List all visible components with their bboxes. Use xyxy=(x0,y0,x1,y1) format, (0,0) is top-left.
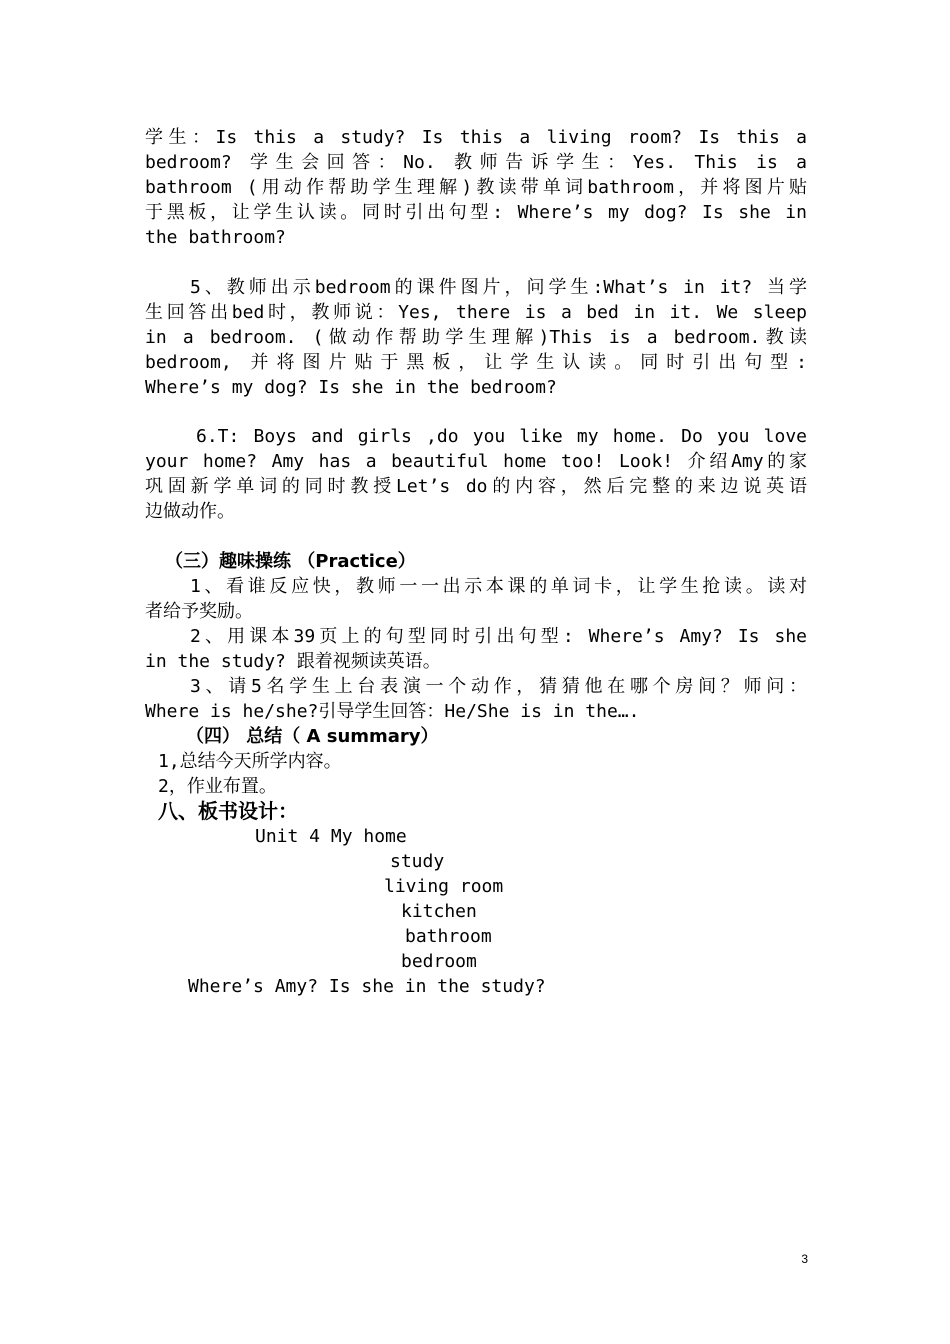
board-word: bedroom xyxy=(401,951,477,972)
paragraph-line: 6.T: Boys and girls ,do you like my home. Do you love xyxy=(196,426,807,447)
board-word: kitchen xyxy=(401,901,477,922)
paragraph-line: 于黑板，让学生认读。同时引出句型: Where’s my dog? Is she in xyxy=(145,202,807,223)
list-item: 者给予奖励。 xyxy=(145,601,253,622)
paragraph-line: bathroom (用动作帮助学生理解)教读带单词bathroom，并将图片贴 xyxy=(145,177,807,198)
board-title: Unit 4 My home xyxy=(255,826,407,847)
list-item: in the study? 跟着视频读英语。 xyxy=(145,651,441,672)
section-heading-practice: （三）趣味操练 （Practice） xyxy=(165,551,416,572)
paragraph-line: 边做动作。 xyxy=(145,501,235,522)
section-heading-board: 八、板书设计： xyxy=(158,799,298,823)
paragraph-line: 5、教师出示bedroom的课件图片，问学生:What’s in it? 当学 xyxy=(190,277,807,298)
paragraph-line: Where’s my dog? Is she in the bedroom? xyxy=(145,377,557,398)
paragraph-line: in a bedroom. (做动作帮助学生理解)This is a bedroom.教读 xyxy=(145,327,807,348)
list-item: 2，作业布置。 xyxy=(158,776,277,797)
list-item: 1、看谁反应快，教师一一出示本课的单词卡，让学生抢读。读对 xyxy=(190,576,807,597)
list-item: 3、请5名学生上台表演一个动作，猜猜他在哪个房间？师问： xyxy=(190,676,807,697)
board-sentence: Where’s Amy? Is she in the study? xyxy=(188,976,546,997)
board-word: study xyxy=(390,851,445,872)
paragraph-line: 学生：Is this a study? Is this a living room? Is this a xyxy=(145,127,807,148)
paragraph-line: your home? Amy has a beautiful home too! Look! 介绍Amy的家 xyxy=(145,451,807,472)
paragraph-line: 巩固新学单词的同时教授Let’s do的内容，然后完整的来边说英语 xyxy=(145,476,807,497)
list-item: Where is he/she?引导学生回答：He/She is in the…. xyxy=(145,701,640,722)
section-heading-summary: （四） 总结（ A summary） xyxy=(186,726,439,747)
page-number: 3 xyxy=(801,1252,808,1266)
paragraph-line: bedroom? 学生会回答：No. 教师告诉学生：Yes. This is a xyxy=(145,152,807,173)
paragraph-line: 生回答出bed时，教师说：Yes, there is a bed in it. We sleep xyxy=(145,302,807,323)
list-item: 2、用课本39页上的句型同时引出句型: Where’s Amy? Is she xyxy=(190,626,807,647)
paragraph-line: bedroom, 并将图片贴于黑板，让学生认读。同时引出句型: xyxy=(145,352,807,373)
paragraph-line: the bathroom? xyxy=(145,227,286,248)
list-item: 1,总结今天所学内容。 xyxy=(158,751,342,772)
board-word: living room xyxy=(384,876,504,897)
board-word: bathroom xyxy=(405,926,492,947)
